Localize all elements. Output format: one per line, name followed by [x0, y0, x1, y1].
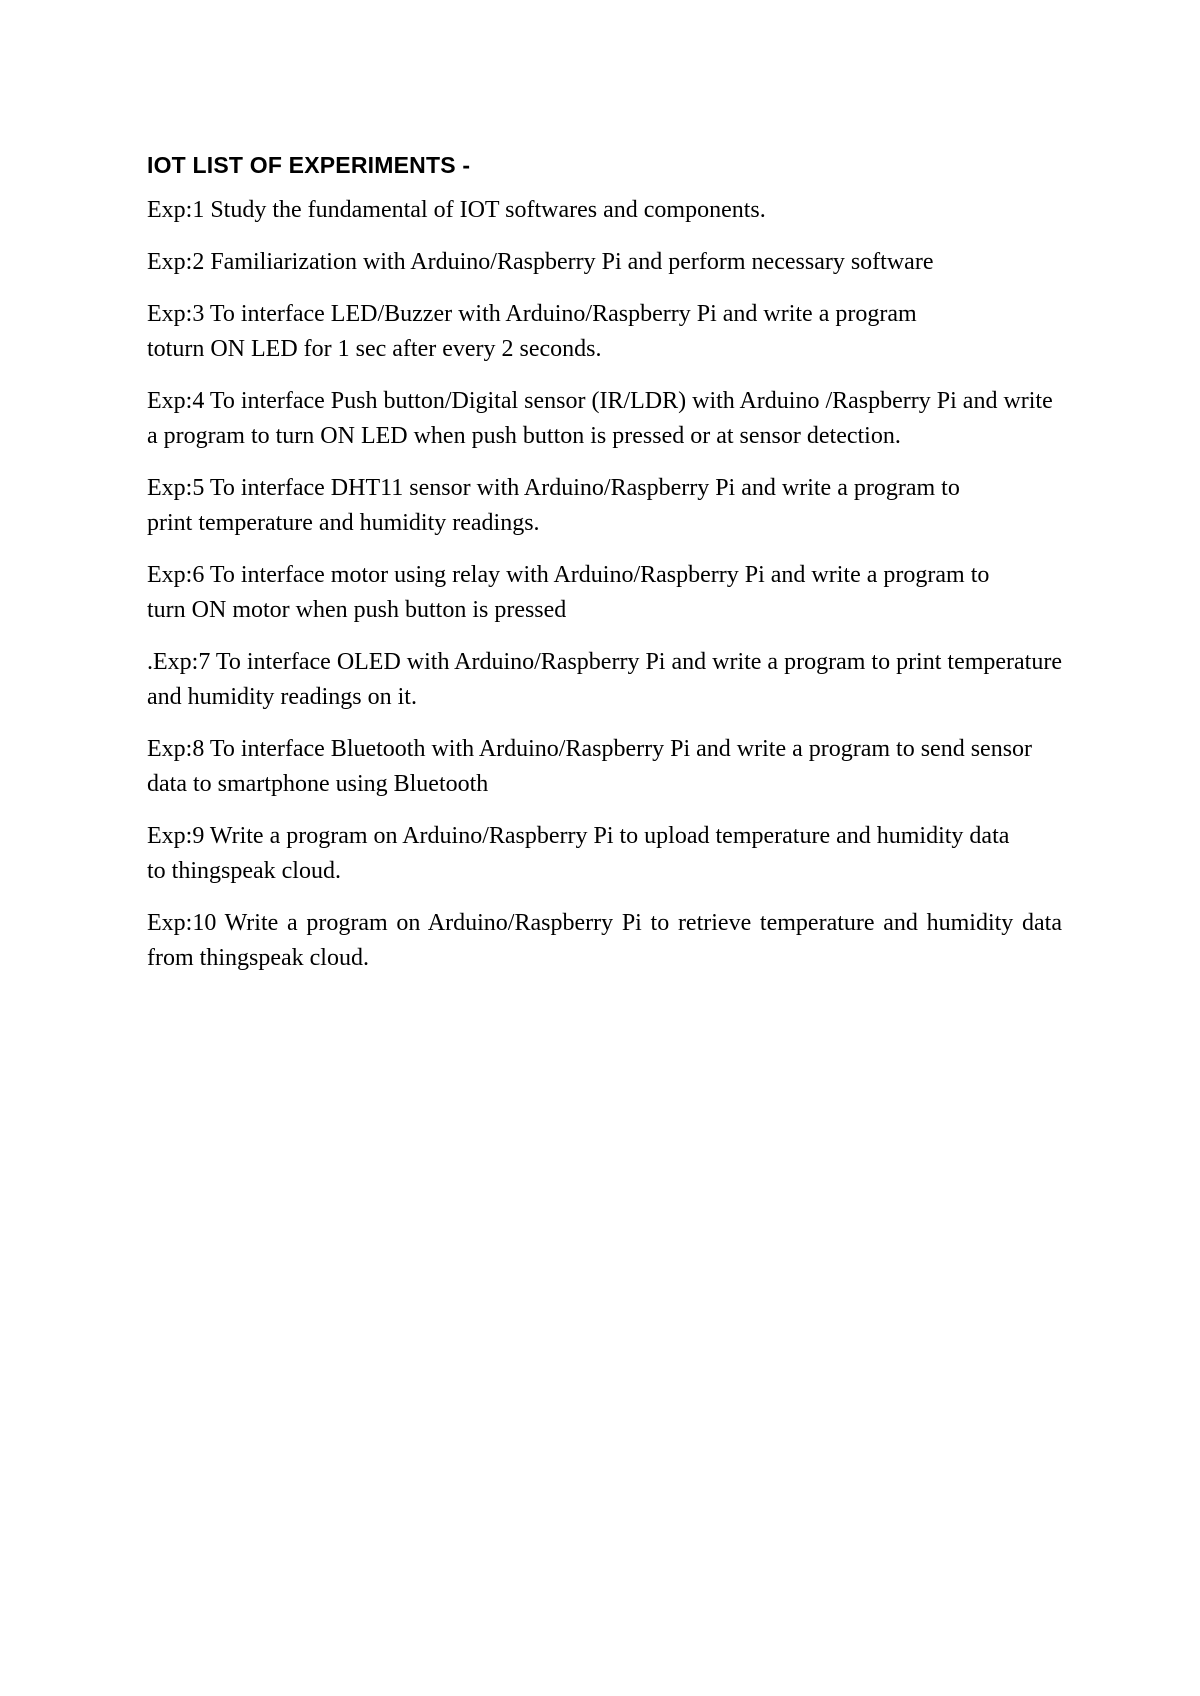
experiment-3: Exp:3 To interface LED/Buzzer with Arduino/Raspberry Pi and write a program toturn ON LED for 1 sec after every 2 seconds. — [147, 301, 917, 362]
experiment-2: Exp:2 Familiarization with Arduino/Raspberry Pi and perform necessary software — [147, 249, 934, 275]
experiment-5: Exp:5 To interface DHT11 sensor with Arduino/Raspberry Pi and write a program to print temperature and humidity readings. — [147, 475, 960, 536]
experiment-8: Exp:8 To interface Bluetooth with Arduino/Raspberry Pi and write a program to send sensor data to smartphone using Bluetooth — [147, 736, 1033, 797]
experiment-4: Exp:4 To interface Push button/Digital sensor (IR/LDR) with Arduino /Raspberry Pi and write a program to turn ON LED when push button is pressed or at sensor detection. — [147, 388, 1053, 449]
document-title: IOT LIST OF EXPERIMENTS - — [147, 152, 471, 178]
experiment-1: Exp:1 Study the fundamental of IOT softwares and components. — [147, 197, 766, 223]
experiment-9: Exp:9 Write a program on Arduino/Raspberry Pi to upload temperature and humidity data to thingspeak cloud. — [147, 823, 1010, 884]
document-content — [147, 150, 1062, 993]
experiment-10: Exp:10 Write a program on Arduino/Raspberry Pi to retrieve temperature and humidity data from thingspeak cloud. — [147, 910, 1062, 971]
experiment-6: Exp:6 To interface motor using relay with Arduino/Raspberry Pi and write a program to turn ON motor when push button is pressed — [147, 562, 990, 623]
experiment-7: .Exp:7 To interface OLED with Arduino/Raspberry Pi and write a program to print temperature and humidity readings on it. — [147, 649, 1062, 710]
